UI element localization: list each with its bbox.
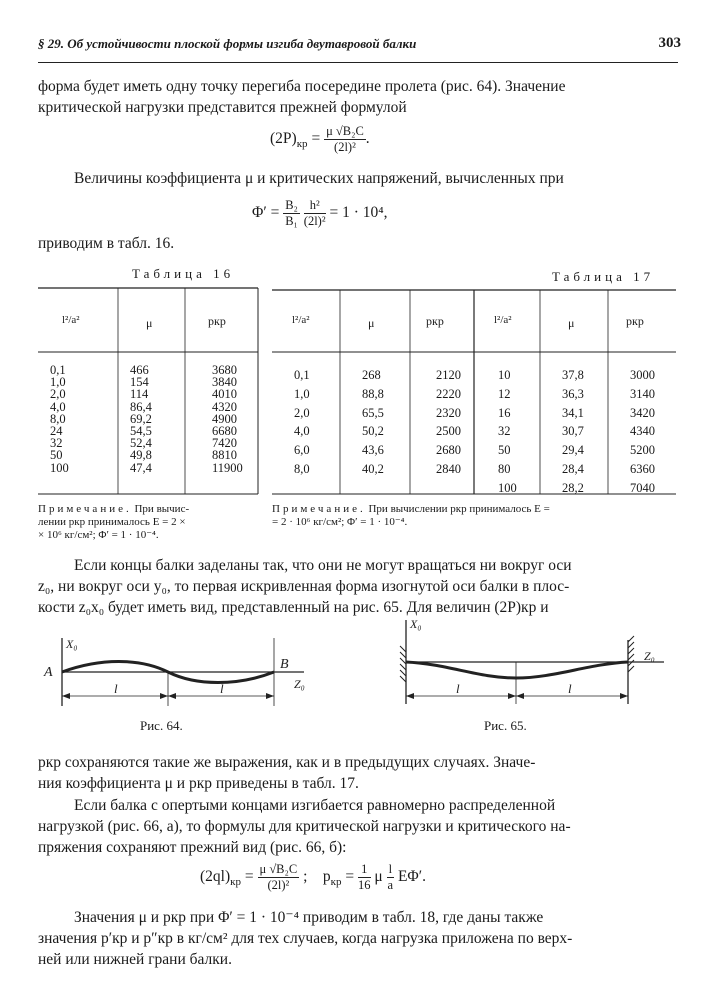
table17-col5 bbox=[542, 366, 610, 498]
formula3-tail: EΦ′. bbox=[397, 868, 427, 886]
formula-distributed-load bbox=[200, 862, 426, 893]
table17-cell: 36,3 bbox=[562, 386, 584, 401]
fig65-right-fixed-support bbox=[628, 636, 634, 672]
formula3-fraction bbox=[258, 862, 300, 893]
formula1-lhs: (2P) bbox=[270, 130, 297, 148]
table17-cell: 7040 bbox=[630, 480, 655, 495]
fig64-label-z0: Z₀ bbox=[294, 677, 305, 691]
formula3-sep: ; bbox=[303, 868, 308, 886]
table16-cell: 47,4 bbox=[130, 460, 152, 475]
table17-cell: 100 bbox=[498, 480, 517, 495]
table17-caption: Таблица 17 bbox=[552, 269, 655, 284]
fig65-span-2: l bbox=[568, 681, 572, 696]
table17-cell: 29,4 bbox=[562, 443, 584, 458]
formula3-fraction1 bbox=[358, 862, 371, 893]
figure-65 bbox=[388, 612, 688, 712]
table17-col4 bbox=[494, 366, 542, 498]
table17-body bbox=[290, 366, 490, 479]
para7-line1: Значения μ и pкр при Φ′ = 1 · 10⁻⁴ приводим в табл. 18, где даны также bbox=[74, 909, 544, 926]
table16-cell: 32 bbox=[50, 436, 63, 451]
running-header: § 29. Об устойчивости плоской формы изгиба двутавровой балки bbox=[38, 36, 417, 51]
table16-note bbox=[38, 503, 260, 542]
formula2-f2-den: (2l)² bbox=[303, 214, 326, 228]
table16-cell: 24 bbox=[50, 424, 63, 439]
formula3-p-sub: кр bbox=[330, 876, 342, 889]
table16-cell: 2,0 bbox=[50, 387, 66, 402]
formula3-fraction2 bbox=[387, 862, 394, 893]
table17-header-mu-2: μ bbox=[568, 316, 575, 330]
para7-line2: значения p′кр и p″кр в кг/см² для тех случаев, когда нагрузка приложена по верх- bbox=[38, 930, 573, 947]
fig64-label-x0: X₀ bbox=[66, 637, 78, 651]
para5-line2: ния коэффициента μ и pкр приведены в табл. 17. bbox=[38, 775, 359, 792]
table17-cell: 43,6 bbox=[362, 443, 384, 458]
formula1-end: . bbox=[365, 130, 370, 148]
table17-header-p: pкр bbox=[426, 314, 444, 328]
table16-cell: 154 bbox=[130, 375, 149, 390]
table16-cell: 466 bbox=[130, 363, 149, 377]
fig65-caption: Рис. 65. bbox=[484, 718, 527, 733]
table17-cell: 37,8 bbox=[562, 368, 584, 382]
table17-col6 bbox=[610, 366, 659, 498]
table17-cell: 2500 bbox=[436, 424, 461, 439]
table16-cell: 100 bbox=[50, 460, 69, 475]
table17-note-line1: При вычислении pкр принималось E = bbox=[368, 503, 550, 515]
table17-cell: 50 bbox=[498, 443, 511, 458]
table17-note-line2: = 2 · 10⁶ кг/см²; Φ′ = 1 · 10⁻⁴. bbox=[272, 516, 408, 528]
table16-header-p: pкр bbox=[208, 314, 226, 328]
table16-cell: 4900 bbox=[212, 411, 237, 426]
table17-cell: 4340 bbox=[630, 424, 655, 439]
table16-cell: 86,4 bbox=[130, 399, 152, 414]
fig65-label-x0: X₀ bbox=[410, 617, 422, 631]
table17-cell: 65,5 bbox=[362, 405, 384, 420]
table16-cell: 1,0 bbox=[50, 375, 66, 390]
formula2-f1-num: B₂ bbox=[285, 198, 298, 212]
table16-cell: 4,0 bbox=[50, 399, 66, 414]
table17-col3 bbox=[422, 366, 490, 479]
table17-cell: 2,0 bbox=[294, 405, 310, 420]
table17-cell: 6,0 bbox=[294, 443, 310, 458]
para6-line3: пряжения сохраняют прежний вид (рис. 66, б): bbox=[38, 839, 347, 856]
table17-note-label: Примечание. bbox=[272, 503, 366, 515]
formula3-den: (2l)² bbox=[267, 878, 290, 892]
table16-cell: 52,4 bbox=[130, 436, 152, 451]
formula3-lhs-sub: кр bbox=[230, 876, 241, 889]
table17-cell: 2220 bbox=[436, 386, 461, 401]
para6-line1: Если балка с опертыми концами изгибается равномерно распределенной bbox=[74, 797, 556, 814]
table16-cell: 4320 bbox=[212, 399, 237, 414]
table16-cell: 54,5 bbox=[130, 424, 152, 439]
table17-header-p-2: pкр bbox=[626, 314, 644, 328]
para3-line1: приводим в табл. 16. bbox=[38, 235, 175, 252]
formula2-f2-num: h² bbox=[304, 198, 326, 214]
fig65-span-1: l bbox=[456, 681, 460, 696]
table17-cell: 28,2 bbox=[562, 480, 584, 495]
table16-cell: 3680 bbox=[212, 363, 237, 377]
table17-cell: 10 bbox=[498, 368, 511, 382]
table16-cell: 8810 bbox=[212, 448, 237, 463]
table16-note-line1: При вычис- bbox=[134, 503, 190, 515]
table16-cell: 8,0 bbox=[50, 411, 66, 426]
table16-cell: 114 bbox=[130, 387, 149, 402]
fig64-span-1: l bbox=[114, 681, 118, 696]
table17-cell: 34,1 bbox=[562, 405, 584, 420]
table17-body-right bbox=[494, 366, 659, 498]
formula3-p: p bbox=[322, 868, 331, 886]
table16-col3 bbox=[196, 364, 247, 474]
formula1-den: (2l)² bbox=[334, 140, 356, 154]
table17-cell: 40,2 bbox=[362, 461, 384, 476]
formula2-rhs: = 1 · 10⁴, bbox=[329, 204, 388, 222]
table16-cell: 3840 bbox=[212, 375, 237, 390]
table16-cell: 69,2 bbox=[130, 411, 152, 426]
table17-cell: 4,0 bbox=[294, 424, 310, 439]
table17-cell: 30,7 bbox=[562, 424, 584, 439]
table17-cell: 28,4 bbox=[562, 461, 584, 476]
table16-note-line2: лении pкр принималось E = 2 × bbox=[38, 516, 186, 528]
table17-col2 bbox=[348, 366, 422, 479]
table17-cell: 80 bbox=[498, 461, 511, 476]
formula3-f1-den: 16 bbox=[358, 878, 371, 892]
fig65-label-z0: Z₀ bbox=[644, 649, 655, 663]
table17-header-ratio-2: l²/a² bbox=[494, 314, 512, 326]
table17-cell: 268 bbox=[362, 368, 381, 382]
table17-cell: 0,1 bbox=[294, 368, 310, 382]
formula2-f1-den: B₁ bbox=[285, 214, 298, 228]
para4-line1: Если концы балки заделаны так, что они не могут вращаться ни вокруг оси bbox=[74, 557, 572, 574]
table16-cell: 50 bbox=[50, 448, 63, 463]
table16-cell: 4010 bbox=[212, 387, 237, 402]
table17-header-mu: μ bbox=[368, 316, 375, 330]
para1-line1: форма будет иметь одну точку перегиба посередине пролета (рис. 64). Значение bbox=[38, 78, 566, 95]
formula3-eq2: = bbox=[345, 868, 355, 886]
formula3-lhs: (2ql) bbox=[200, 868, 231, 886]
table16-cell: 49,8 bbox=[130, 448, 152, 463]
para4-line2: z₀, ни вокруг оси y₀, то первая искривленная форма изогнутой оси балки в плос- bbox=[38, 578, 570, 595]
table16-cell: 6680 bbox=[212, 424, 237, 439]
table16-body bbox=[46, 364, 247, 474]
fig64-label-a: A bbox=[44, 665, 53, 680]
table16-header-ratio: l²/a² bbox=[62, 314, 80, 326]
table17-cell: 32 bbox=[498, 424, 511, 439]
table17-cell: 50,2 bbox=[362, 424, 384, 439]
fig64-caption: Рис. 64. bbox=[140, 718, 183, 733]
table17-cell: 88,8 bbox=[362, 386, 384, 401]
table16-note-line3: × 10⁶ кг/см²; Φ′ = 1 · 10⁻⁴. bbox=[38, 529, 159, 541]
table16-col1 bbox=[46, 364, 114, 474]
formula3-f2-den: a bbox=[387, 878, 394, 892]
table17-cell: 6360 bbox=[630, 461, 655, 476]
para7-line3: ней или нижней грани балки. bbox=[38, 951, 232, 968]
table17-cell: 2680 bbox=[436, 443, 461, 458]
table17-cell: 5200 bbox=[630, 443, 655, 458]
formula2-lhs: Φ′ = bbox=[252, 204, 280, 222]
para2-line1: Величины коэффициента μ и критических напряжений, вычисленных при bbox=[74, 170, 564, 187]
formula3-eq: = bbox=[244, 868, 254, 886]
para1-line2: критической нагрузки представится прежней формулой bbox=[38, 99, 407, 116]
table17-cell: 2320 bbox=[436, 405, 461, 420]
formula1-num: μ √B₂C bbox=[326, 124, 364, 138]
formula1-lhs-sub: кр bbox=[296, 138, 308, 151]
fig65-deflection-curve bbox=[406, 662, 628, 678]
table17-header-ratio: l²/a² bbox=[292, 314, 310, 326]
fig64-label-b: B bbox=[280, 657, 289, 672]
table17-note bbox=[272, 503, 678, 529]
table17-cell: 3000 bbox=[630, 368, 655, 382]
figure-64 bbox=[30, 630, 330, 715]
formula3-f1-num: 1 bbox=[358, 862, 371, 878]
formula3-f2-num: l bbox=[388, 862, 393, 876]
table16-col2 bbox=[114, 364, 196, 474]
table16-cell: 11900 bbox=[212, 460, 243, 475]
table16-cell: 7420 bbox=[212, 436, 237, 451]
formula1-eq: = bbox=[311, 130, 321, 148]
page-number: 303 bbox=[658, 35, 681, 51]
table17-cell: 2120 bbox=[436, 368, 461, 382]
para6-line2: нагрузкой (рис. 66, а), то формулы для критической нагрузки и критического на- bbox=[38, 818, 571, 835]
table17-cell: 2840 bbox=[436, 461, 461, 476]
table16-cell: 0,1 bbox=[50, 363, 66, 377]
table17-cell: 8,0 bbox=[294, 461, 310, 476]
fig64-span-2: l bbox=[220, 681, 224, 696]
table17-cell: 3140 bbox=[630, 386, 655, 401]
table17-cell: 12 bbox=[498, 386, 511, 401]
table16-note-label: Примечание. bbox=[38, 503, 132, 515]
table16-caption: Таблица 16 bbox=[132, 266, 235, 281]
table17-cell: 1,0 bbox=[294, 386, 310, 401]
formula3-num: μ √B₂C bbox=[259, 862, 298, 876]
para5-line1: pкр сохраняются такие же выражения, как и в предыдущих случаях. Значе- bbox=[38, 754, 536, 771]
table17-cell: 3420 bbox=[630, 405, 655, 420]
table17-cell: 16 bbox=[498, 405, 511, 420]
table16-header-mu: μ bbox=[146, 316, 153, 330]
table17-col1 bbox=[290, 366, 348, 479]
formula3-mu: μ bbox=[374, 868, 383, 886]
para4-line3: кости z₀x₀ будет иметь вид, представленный на рис. 65. Для величин (2P)кр и bbox=[38, 599, 549, 616]
fig65-left-fixed-support bbox=[400, 646, 406, 682]
